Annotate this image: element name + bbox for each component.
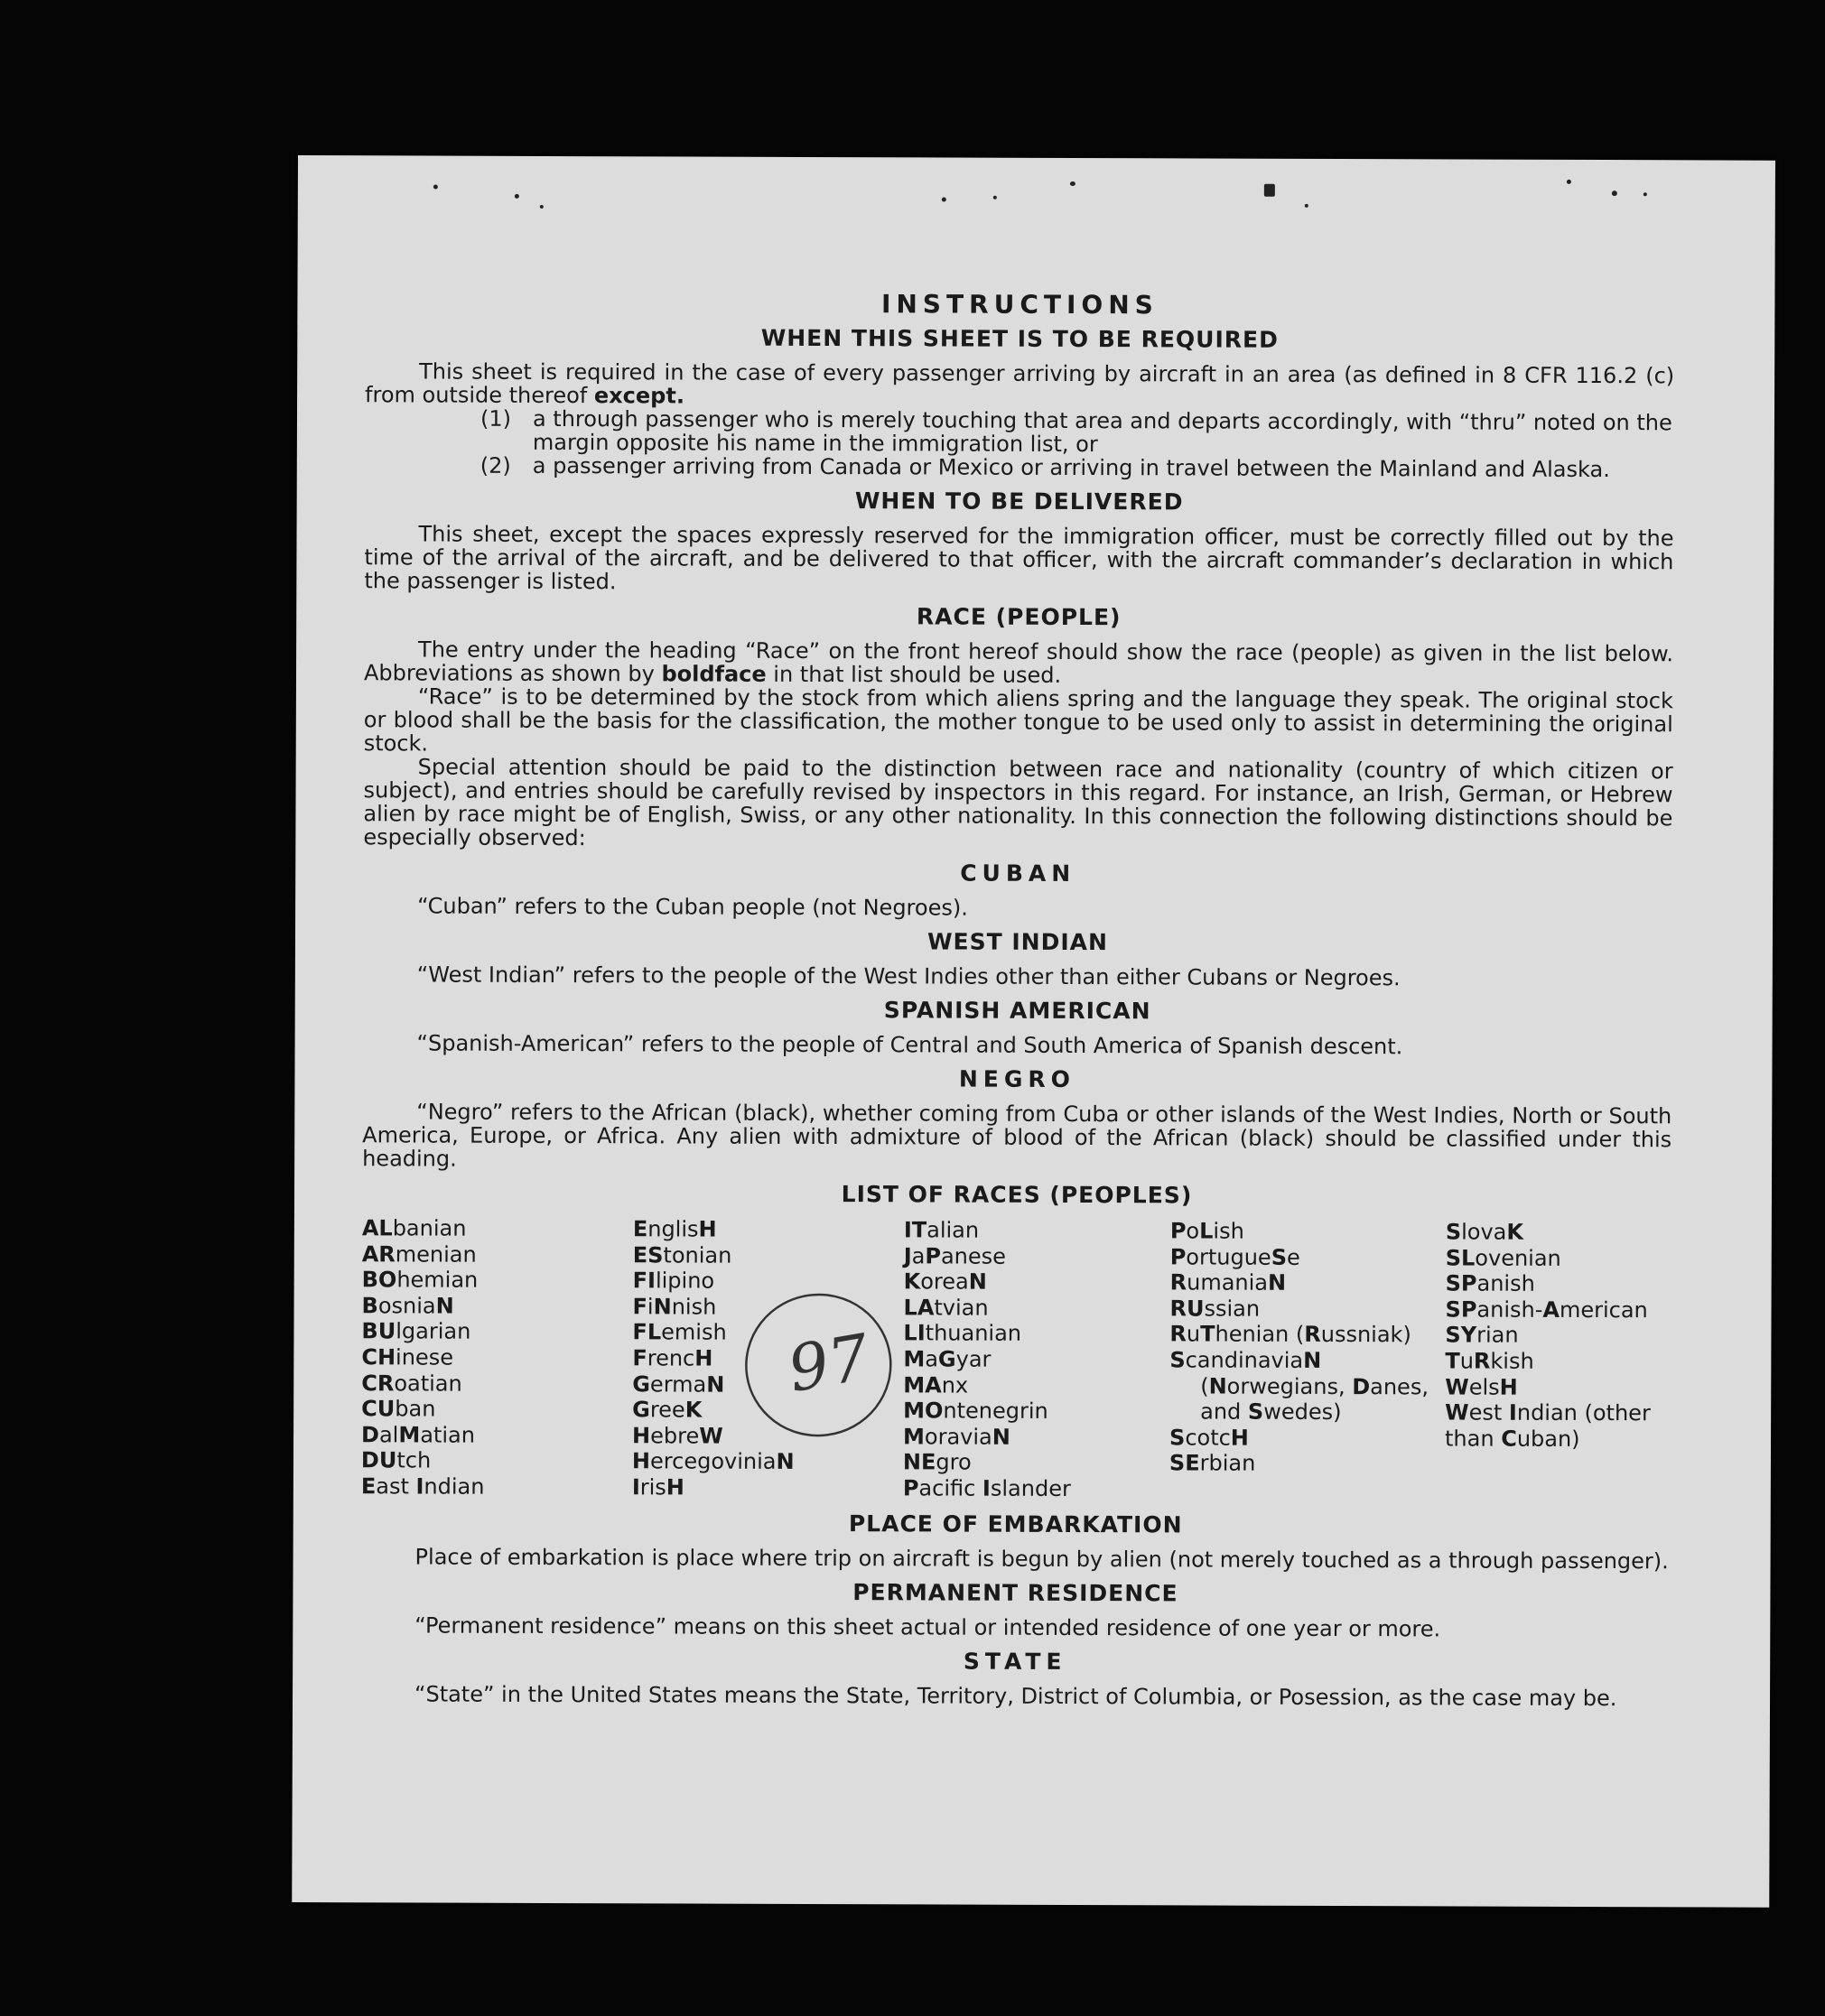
race-p1-a: The entry under the heading “Race” on the front hereof should show the race (people) as given in the list below. Abbreviations as shown by bbox=[363, 636, 1674, 687]
exception-item bbox=[480, 454, 1674, 482]
race-column bbox=[1445, 1219, 1671, 1503]
race-item: SPanish bbox=[1445, 1270, 1535, 1296]
race-item: DalMatian bbox=[361, 1422, 475, 1448]
instructions-content bbox=[360, 291, 1674, 1710]
race-item: TuRkish bbox=[1445, 1348, 1534, 1374]
document-sheet bbox=[292, 155, 1775, 1908]
heading-race: RACE (PEOPLE) bbox=[916, 603, 1122, 631]
race-item: LIthuanian bbox=[903, 1320, 1022, 1347]
race-item: BosniaN bbox=[361, 1293, 454, 1319]
embarkation-paragraph: Place of embarkation is place where trip on aircraft is begun by alien (not merely touched as a through passenger). bbox=[414, 1543, 1669, 1574]
west-indian-paragraph: “West Indian” refers to the people of the West Indies other than either Cubans or Negroes. bbox=[416, 962, 1401, 991]
negro-paragraph: “Negro” refers to the African (black), whether coming from Cuba or other islands of the West Indies, North or South America, Europe, or Africa. Any alien with admixture of blood of the African (black) should be classified under this heading. bbox=[362, 1099, 1672, 1172]
heading-negro: NEGRO bbox=[958, 1065, 1075, 1093]
race-item: SPanish-American bbox=[1445, 1296, 1648, 1324]
exception-list bbox=[480, 407, 1674, 482]
race-item: SErbian bbox=[1169, 1450, 1256, 1477]
race-p1-bold: boldface bbox=[661, 661, 767, 687]
race-paragraph-1 bbox=[364, 637, 1673, 689]
race-item: SlovaK bbox=[1445, 1219, 1524, 1245]
race-paragraph-3: Special attention should be paid to the distinction between race and nationality (country of which citizen or subject), and entries should be carefully revised by inspectors in this regard. For instance, an Irish, German, or Hebrew alien by race might be of English, Swiss, or any other nationality. In this connection the following distinctions should be especially observed: bbox=[363, 754, 1673, 851]
race-item: HercegoviniaN bbox=[631, 1448, 795, 1475]
race-item: MaGyar bbox=[903, 1346, 992, 1372]
race-item: GermaN bbox=[632, 1370, 725, 1398]
heading-permanent-residence: PERMANENT RESIDENCE bbox=[852, 1578, 1178, 1606]
heading-list-of-races: LIST OF RACES (PEOPLES) bbox=[841, 1181, 1193, 1209]
race-item: CUban bbox=[361, 1396, 436, 1422]
required-intro bbox=[365, 359, 1674, 411]
race-item: DUtch bbox=[360, 1447, 432, 1473]
exception-number: (2) bbox=[480, 452, 511, 478]
race-paragraph-2: “Race” is to be determined by the stock from which aliens spring and the language they speak. The original stock or blood shall be the basis for the classification, the mother tongue to be used only to assist in determining the original stock. bbox=[363, 683, 1673, 757]
race-item: ALbanian bbox=[361, 1215, 467, 1241]
race-item: MOntenegrin bbox=[903, 1398, 1048, 1425]
speckles bbox=[298, 155, 1775, 161]
race-item: CHinese bbox=[361, 1344, 454, 1370]
heading-state: STATE bbox=[963, 1648, 1067, 1675]
race-item: BOhemian bbox=[361, 1267, 479, 1293]
race-column bbox=[632, 1216, 904, 1501]
race-item: East Indian bbox=[360, 1473, 485, 1500]
race-item: FrencH bbox=[632, 1345, 713, 1371]
race-item: ARmenian bbox=[361, 1240, 477, 1268]
race-column bbox=[361, 1215, 633, 1500]
race-item: EnglisH bbox=[632, 1216, 717, 1242]
race-item: MAnx bbox=[903, 1371, 969, 1398]
stamp-text: 97 bbox=[782, 1320, 875, 1407]
race-item: WelsH bbox=[1445, 1374, 1518, 1400]
race-item: RUssian bbox=[1169, 1296, 1261, 1322]
heading-west-indian: WEST INDIAN bbox=[926, 928, 1108, 956]
residence-paragraph: “Permanent residence” means on this sheet actual or intended residence of one year or more. bbox=[414, 1612, 1441, 1641]
heading-when-delivered: WHEN TO BE DELIVERED bbox=[854, 488, 1184, 516]
race-item: PoLish bbox=[1169, 1218, 1244, 1244]
instructions-title: INSTRUCTIONS bbox=[880, 289, 1159, 321]
heading-spanish-american: SPANISH AMERICAN bbox=[883, 997, 1151, 1025]
race-list bbox=[361, 1215, 1671, 1504]
race-item: EStonian bbox=[632, 1241, 732, 1268]
race-item: West Indian (other than Cuban) bbox=[1444, 1399, 1651, 1452]
race-column bbox=[903, 1217, 1170, 1502]
cuban-paragraph: “Cuban” refers to the Cuban people (not Negroes). bbox=[417, 893, 968, 921]
race-item: FiNnish bbox=[632, 1294, 717, 1320]
delivered-paragraph: This sheet, except the spaces expressly reserved for the immigration officer, must be correctly filled out by the time of the arrival of the aircraft, and be delivered to that officer, with the aircraft commander’s declaration in which the passenger is listed. bbox=[364, 521, 1674, 595]
exception-number: (1) bbox=[480, 405, 512, 432]
exception-text: a passenger arriving from Canada or Mexico or arriving in travel between the Mainland and Alaska. bbox=[532, 452, 1610, 483]
race-item: CRoatian bbox=[361, 1370, 462, 1397]
required-intro-bold: except. bbox=[593, 383, 685, 409]
race-item: LAtvian bbox=[903, 1295, 989, 1321]
race-p1-b: in that list should be used. bbox=[773, 661, 1062, 688]
race-item: (Norwegians, Danes, and Swedes) bbox=[1200, 1373, 1429, 1426]
race-item: KoreaN bbox=[903, 1268, 987, 1295]
race-item: NEgro bbox=[902, 1449, 972, 1475]
race-item: RumaniaN bbox=[1169, 1269, 1287, 1296]
race-item: SLovenian bbox=[1445, 1245, 1561, 1271]
race-item: FLemish bbox=[632, 1319, 727, 1346]
race-item: ITalian bbox=[903, 1217, 980, 1243]
spanish-american-paragraph: “Spanish-American” refers to the people of Central and South America of Spanish descent. bbox=[416, 1030, 1403, 1060]
race-item: PortugueSe bbox=[1169, 1243, 1300, 1270]
heading-when-required: WHEN THIS SHEET IS TO BE REQUIRED bbox=[760, 324, 1279, 353]
race-item: MoraviaN bbox=[903, 1424, 1010, 1450]
required-intro-text: This sheet is required in the case of every passenger arriving by aircraft in an area (as defined in 8 CFR 116.2 (c) from outside thereof bbox=[365, 358, 1675, 409]
heading-place-of-embarkation: PLACE OF EMBARKATION bbox=[848, 1510, 1183, 1538]
race-item: IrisH bbox=[631, 1474, 684, 1500]
race-item: ScotcH bbox=[1169, 1425, 1249, 1451]
race-item: Pacific Islander bbox=[902, 1475, 1071, 1501]
race-item: JaPanese bbox=[903, 1242, 1007, 1269]
race-item: BUlgarian bbox=[361, 1318, 471, 1345]
state-paragraph: “State” in the United States means the State, Territory, District of Columbia, or Posession, as the case may be. bbox=[414, 1680, 1617, 1711]
race-item: FIlipino bbox=[632, 1268, 715, 1294]
race-item: GreeK bbox=[632, 1397, 703, 1423]
race-item: HebreW bbox=[632, 1423, 723, 1449]
exception-text: a through passenger who is merely touching that area and departs accordingly, with “thru” noted on the margin opposite his name in the immigration list, or bbox=[532, 405, 1672, 458]
race-column bbox=[1169, 1218, 1446, 1503]
exception-item bbox=[480, 407, 1674, 459]
race-item: ScandinaviaN bbox=[1169, 1347, 1322, 1373]
heading-cuban: CUBAN bbox=[960, 859, 1076, 887]
race-item: RuThenian (Russniak) bbox=[1169, 1321, 1411, 1348]
race-item: SYrian bbox=[1445, 1322, 1519, 1349]
